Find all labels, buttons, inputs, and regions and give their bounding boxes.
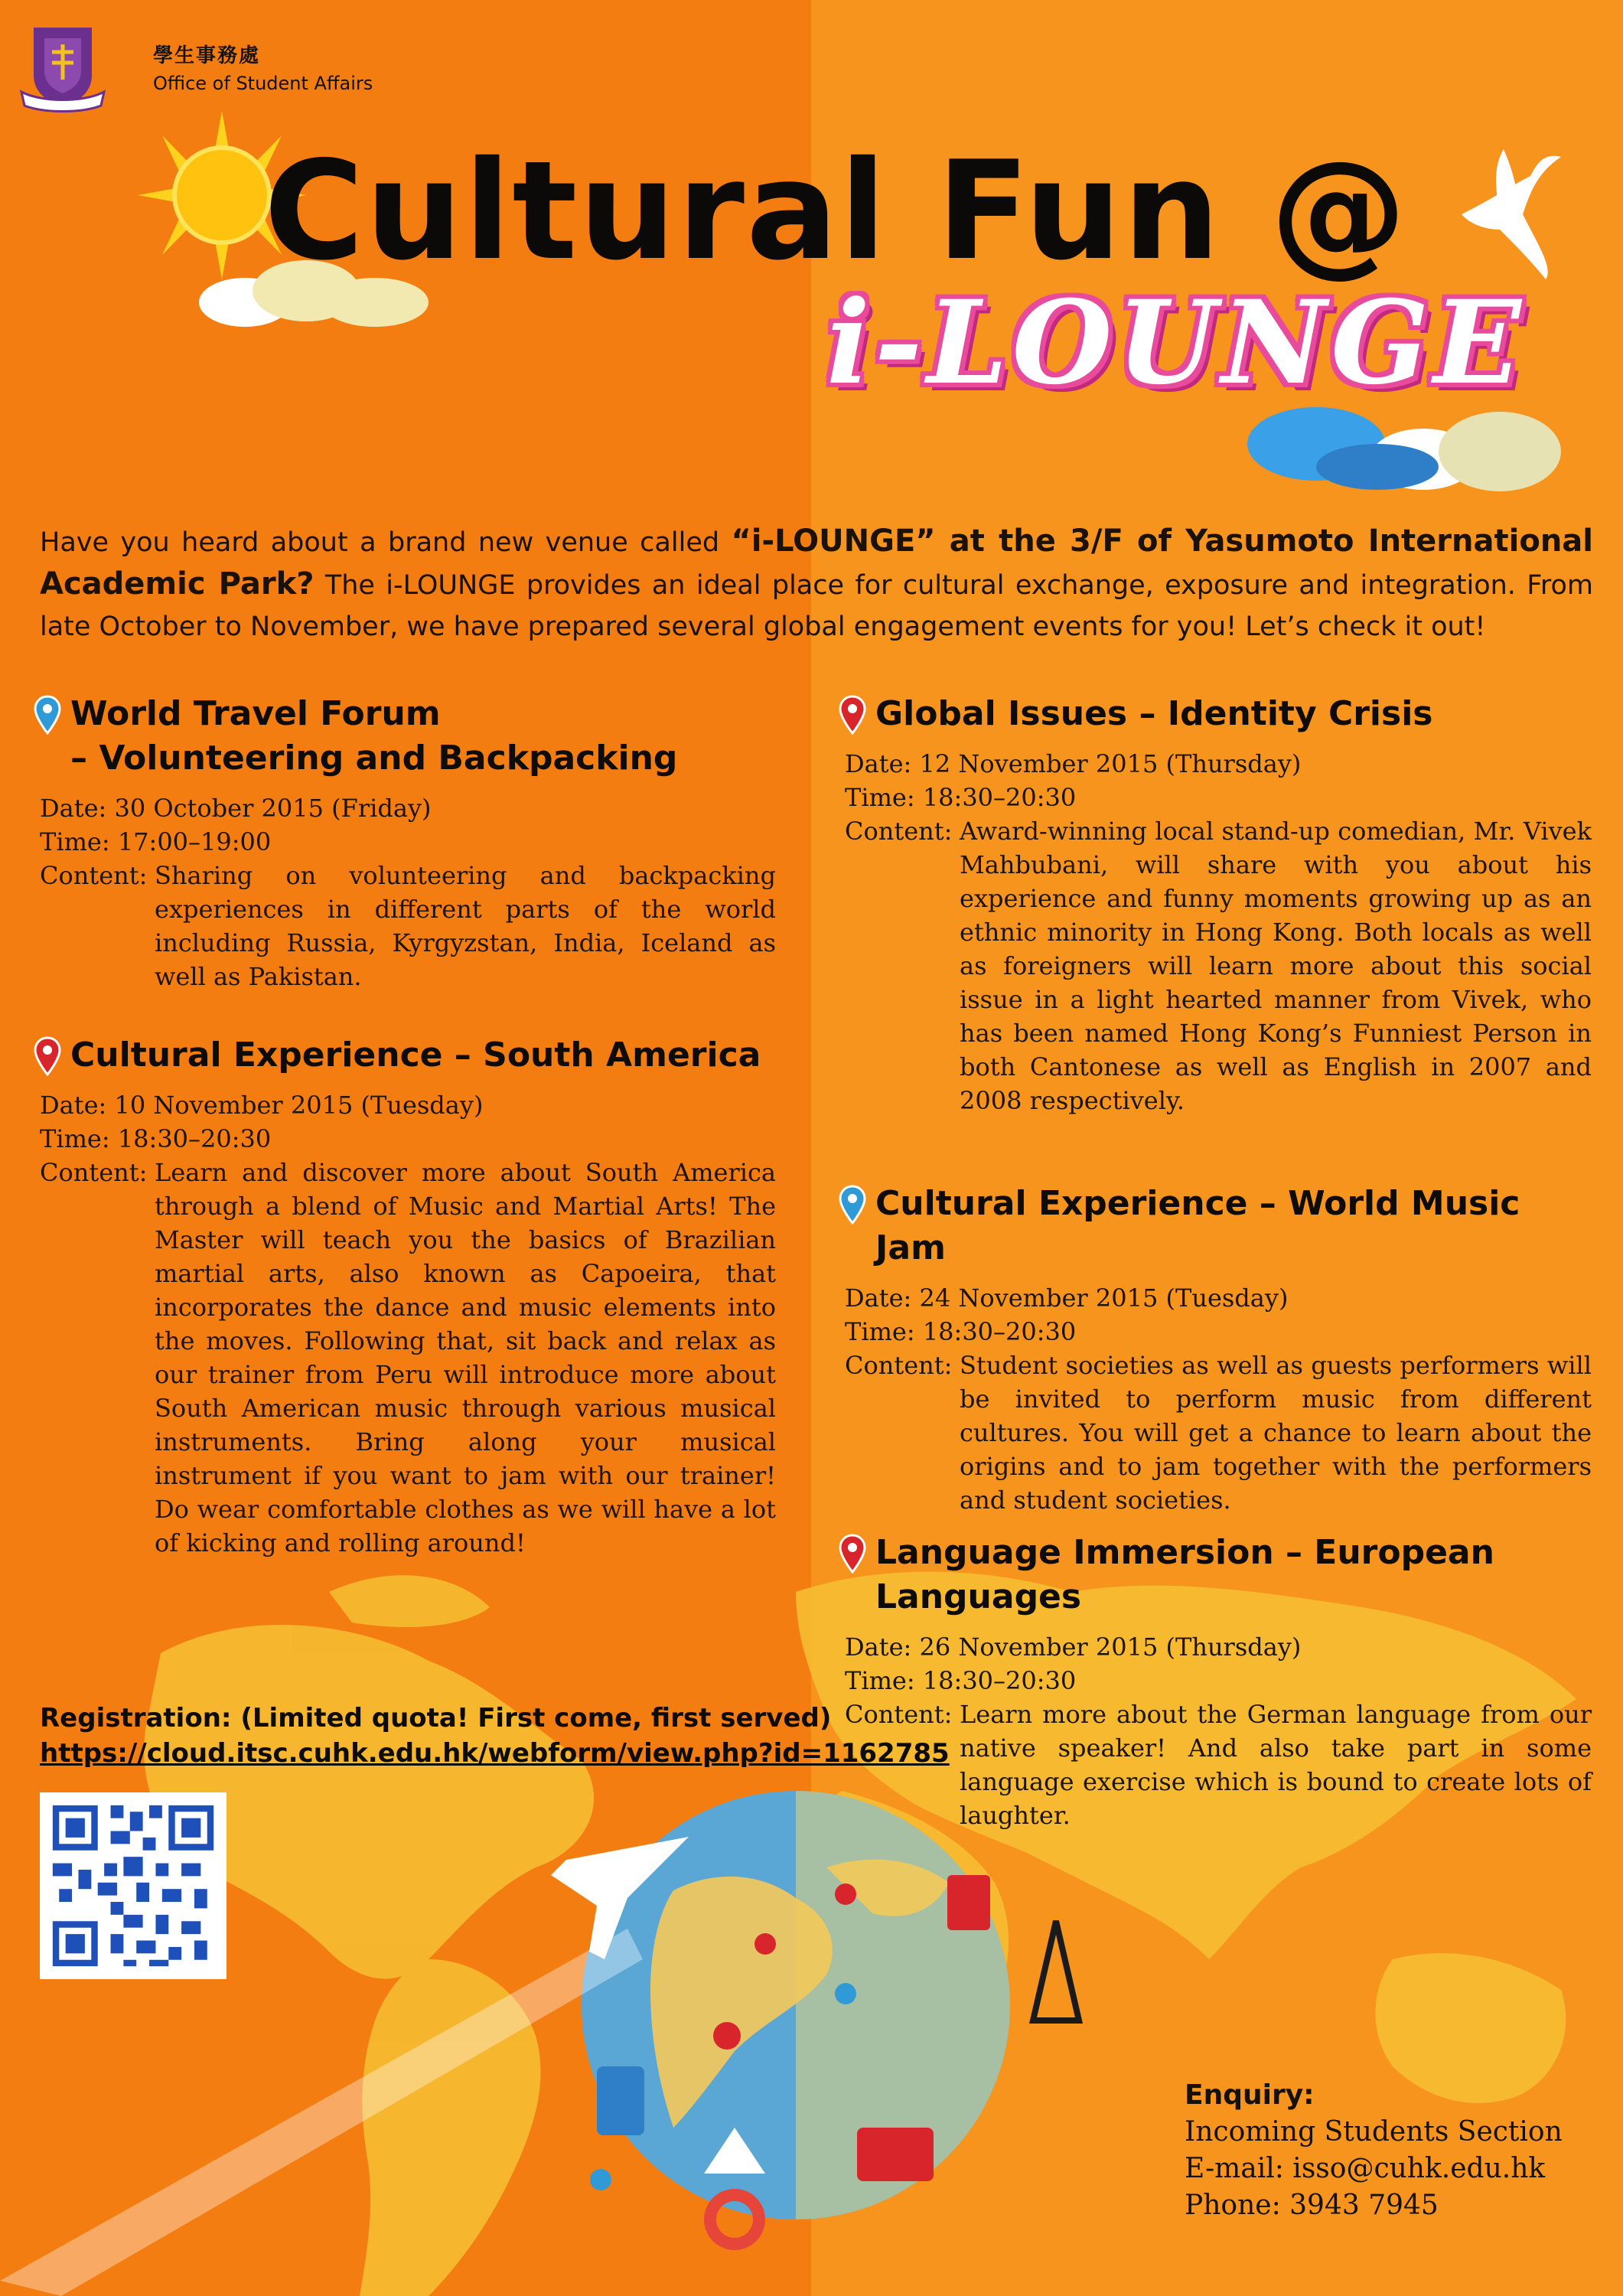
content-label: Content: [40,861,148,890]
event-title [845,1182,1592,1270]
event-content: Sharing on volunteering and backpacking experiences in different parts of the world including Russia, Kyrgyzstan, India, Iceland as well as Pakistan. [155,861,776,991]
time-label: Time: [40,1124,110,1153]
map-pin-icon [839,1534,866,1574]
registration-heading: Registration: (Limited quota! First come, first served) [40,1703,832,1733]
enquiry-phone: Phone: 3943 7945 [1185,2190,1439,2221]
time-label: Time: [845,783,915,812]
event-title-line2: – Volunteering and Backpacking [70,739,678,778]
bird-icon [1462,149,1561,279]
time-label: Time: [40,827,110,856]
event-date: 10 November 2015 (Tuesday) [114,1091,484,1120]
university-crest-icon [18,21,107,113]
event-time: 17:00–19:00 [117,827,272,856]
office-name [153,40,373,94]
event-time: 18:30–20:30 [922,1666,1077,1695]
poster-title-line2: i-LOUNGE [826,276,1526,410]
event-details [40,1088,776,1560]
event-date: 24 November 2015 (Tuesday) [919,1283,1289,1313]
date-label: Date: [845,1632,912,1662]
intro-lead: Have you heard about a brand new venue called [40,527,732,558]
event-title [40,1033,776,1078]
map-pin-icon [839,695,866,735]
date-label: Date: [40,1091,107,1120]
map-pin-icon [839,1185,866,1225]
event-details [845,1281,1592,1517]
poster-title-line1: Cultural Fun @ [264,132,1409,290]
intro-rest: The i-LOUNGE provides an ideal place for cultural exchange, exposure and integration. From late October to November, we have prepared several global engagement events for you! Let’s check it out! [40,570,1593,642]
event-details [845,1630,1592,1832]
event-title-line1: Cultural Experience – World Music Jam [875,1184,1520,1267]
event-date: 30 October 2015 (Friday) [114,794,432,823]
event-title [845,692,1592,736]
date-label: Date: [40,794,107,823]
qr-code-icon[interactable] [40,1792,227,1979]
event-content: Student societies as well as guests performers will be invited to perform music from different cultures. You will get a chance to learn about the origins and to jam together with the performers and student societies. [960,1351,1592,1515]
office-name-en: Office of Student Affairs [153,73,373,94]
event-world-travel-forum [40,692,776,993]
event-time: 18:30–20:30 [117,1124,272,1153]
event-title [40,692,776,781]
enquiry-email[interactable]: E-mail: isso@cuhk.edu.hk [1185,2153,1546,2184]
event-title-line1: Language Immersion – European Languages [875,1533,1494,1616]
map-pin-icon [34,695,61,735]
map-pin-icon [34,1036,61,1076]
event-time: 18:30–20:30 [922,1317,1077,1346]
event-title-line1: World Travel Forum [70,694,441,733]
content-label: Content: [845,817,953,846]
enquiry-section: Incoming Students Section [1185,2116,1563,2148]
event-identity-crisis [845,692,1592,1117]
enquiry [1185,2077,1563,2224]
registration [40,1701,950,1771]
event-time: 18:30–20:30 [922,783,1077,812]
event-european-languages [845,1531,1592,1832]
event-content: Learn more about the German language from our native speaker! And also take part in some language exercise which is bound to create lots of laughter. [960,1700,1592,1830]
event-title-line1: Global Issues – Identity Crisis [875,694,1433,733]
date-label: Date: [845,1283,912,1313]
event-date: 26 November 2015 (Thursday) [919,1632,1302,1662]
event-title [845,1531,1592,1619]
event-title-line1: Cultural Experience – South America [70,1035,761,1075]
content-label: Content: [40,1158,148,1187]
time-label: Time: [845,1666,915,1695]
event-details [845,747,1592,1117]
event-content: Award-winning local stand-up comedian, Mr. Vivek Mahbubani, will share with you about his experience and funny moments growing up as an ethnic minority in Hong Kong. Both locals as well as foreigners will learn more about this social issue in a light hearted manner from Vivek, who has been named Hong Kong’s Funniest Person in both Cantonese as well as English in 2007 and 2008 respectively. [960,817,1592,1115]
content-label: Content: [845,1351,953,1380]
event-content: Learn and discover more about South America through a blend of Music and Martial Arts! The Master will teach you the basics of Brazilian martial arts, also known as Capoeira, that incorporates the dance and music elements into the moves. Following that, sit back and relax as our trainer from Peru will introduce more about South American music through various musical instruments. Bring along your musical instrument if you want to jam with our trainer! Do wear comfortable clothes as we will have a lot of kicking and rolling around! [155,1158,776,1557]
intro-paragraph [40,520,1593,647]
date-label: Date: [845,749,912,778]
intro-highlight: “i-LOUNGE” at the 3/F of Yasumoto International Academic Park? [40,523,1593,602]
event-date: 12 November 2015 (Thursday) [919,749,1302,778]
event-world-music-jam [845,1182,1592,1517]
office-name-zh: 學生事務處 [153,44,261,67]
event-south-america [40,1033,776,1560]
content-label: Content: [845,1700,953,1729]
time-label: Time: [845,1317,915,1346]
enquiry-heading: Enquiry: [1185,2079,1315,2111]
registration-link[interactable]: https://cloud.itsc.cuhk.edu.hk/webform/view.php?id=1162785 [40,1738,950,1769]
event-details [40,791,776,993]
